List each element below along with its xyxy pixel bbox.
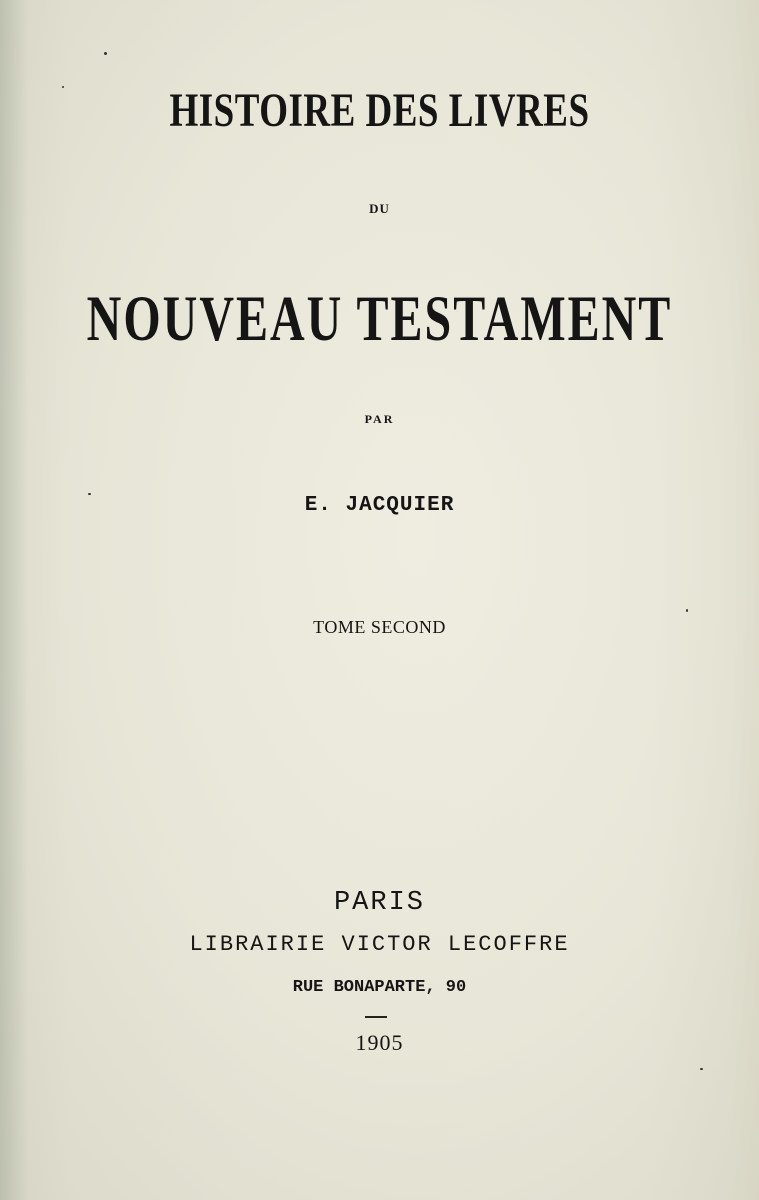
book-title-line-2: NOUVEAU TESTAMENT	[86, 283, 673, 355]
by-label: PAR	[364, 412, 395, 426]
book-title-line-1: HISTOIRE DES LIVRES	[169, 85, 590, 138]
paper-speck	[686, 609, 688, 612]
paper-speck	[700, 1068, 703, 1070]
publisher-name: LIBRAIRIE VICTOR LECOFFRE	[189, 932, 570, 957]
author-name: E. JACQUIER	[304, 494, 455, 517]
paper-speck	[104, 52, 107, 55]
publication-city: PARIS	[333, 888, 425, 918]
paper-speck	[88, 493, 91, 495]
volume-label: TOME SECOND	[313, 617, 446, 637]
publication-year: 1905	[355, 1030, 404, 1055]
title-connector: DU	[369, 201, 390, 216]
publisher-address: RUE BONAPARTE, 90	[292, 978, 467, 997]
paper-speck	[62, 86, 64, 88]
page-gutter-shadow	[0, 0, 28, 1200]
separator-rule	[365, 1016, 387, 1018]
